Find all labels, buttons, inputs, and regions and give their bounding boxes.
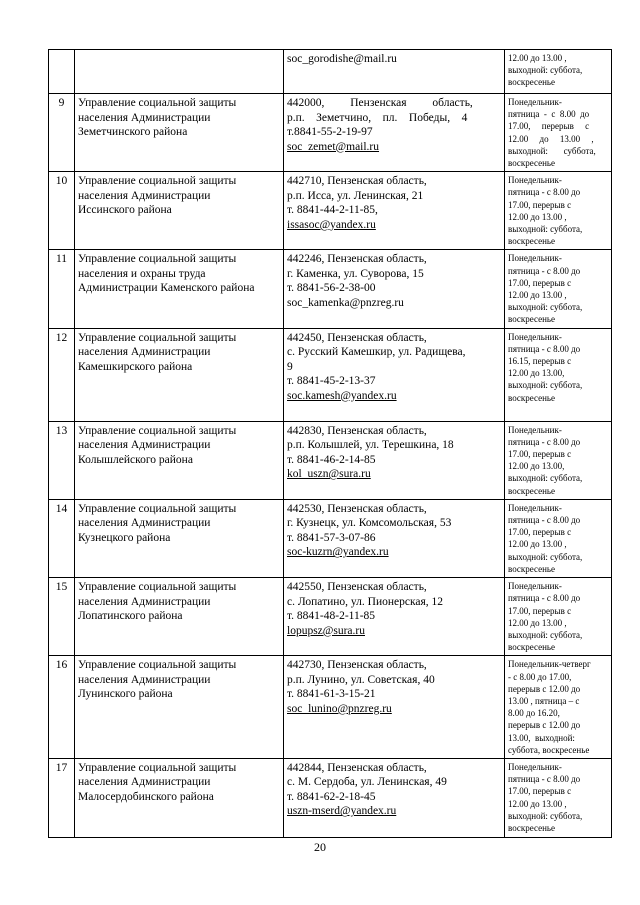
organization-name-line: населения Администрации — [78, 439, 211, 452]
organization-name-line: Колышлейского района — [78, 453, 193, 466]
address-cell — [284, 656, 505, 759]
organization-name-line: населения Администрации — [78, 111, 211, 124]
address-line: с. Лопатино, ул. Пионерская, 12 — [287, 595, 444, 608]
working-hours-line: пятница - с 8.00 до — [508, 187, 581, 198]
working-hours-line: воскресенье — [508, 485, 556, 496]
working-hours-line: 17.00, перерыв с — [508, 199, 572, 210]
working-hours-line: воскресенье — [508, 563, 556, 574]
organization-name-line: Управление социальной защиты — [78, 424, 237, 437]
organization-name-cell — [75, 172, 284, 250]
working-hours-cell — [505, 499, 612, 577]
working-hours-line: Понедельник- — [508, 761, 562, 772]
organization-name-cell — [75, 421, 284, 499]
working-hours-line: - с 8.00 до 17.00, — [508, 671, 572, 682]
working-hours-line: 12.00 до 13.00 , — [508, 798, 567, 809]
address-cell — [284, 421, 505, 499]
address-line: 442000, Пензенская область, — [287, 97, 473, 109]
working-hours-line: воскресенье — [508, 236, 556, 247]
working-hours-line: воскресенье — [508, 822, 556, 833]
working-hours-line: пятница - с 8.00 до — [508, 515, 581, 526]
working-hours-cell — [505, 578, 612, 656]
email-link[interactable]: soc_lunino@pnzreg.ru — [287, 702, 392, 715]
table-body — [49, 50, 612, 838]
organization-name-line: Лунинского района — [78, 688, 173, 701]
working-hours-line: пятница - с 8.00 до — [508, 265, 581, 276]
organization-name-line: населения и охраны труда — [78, 267, 206, 280]
working-hours-line: выходной: суббота, — [508, 473, 583, 484]
organization-name-cell — [75, 50, 284, 94]
organization-name-line: населения Администрации — [78, 517, 211, 530]
working-hours-line: 13.00, выходной: — [508, 732, 575, 743]
address-line: т. 8841-57-3-07-86 — [287, 531, 376, 544]
organization-name-cell — [75, 499, 284, 577]
working-hours-line: выходной: суббота, — [508, 380, 583, 391]
row-number: 15 — [49, 578, 75, 656]
working-hours-line: Понедельник- — [508, 97, 562, 107]
row-number: 12 — [49, 328, 75, 421]
working-hours-line: выходной: суббота, — [508, 629, 583, 640]
working-hours-line: 8.00 до 16.20, — [508, 708, 560, 719]
table-row — [49, 250, 612, 328]
organization-name-line: Управление социальной защиты — [78, 331, 237, 344]
address-cell — [284, 94, 505, 172]
working-hours-cell — [505, 250, 612, 328]
working-hours-line: 12.00 до 13.00 , — [508, 290, 567, 301]
address-line: т. 8841-62-2-18-45 — [287, 790, 376, 803]
working-hours-line: 12.00 до 13.00 , — [508, 617, 567, 628]
email-link[interactable]: soc-kuzrn@yandex.ru — [287, 546, 389, 559]
table-row — [49, 578, 612, 656]
working-hours-line: пятница - с 8.00 до — [508, 343, 581, 354]
address-cell — [284, 758, 505, 837]
table-row — [49, 94, 612, 172]
address-cell — [284, 328, 505, 421]
table-row — [49, 328, 612, 421]
organization-name-cell — [75, 758, 284, 837]
working-hours-line: Понедельник- — [508, 175, 562, 186]
organization-name-line: Камешкирского района — [78, 360, 193, 373]
working-hours-line: воскресенье — [508, 158, 556, 169]
working-hours-line: 17.00, перерыв с — [508, 121, 590, 132]
address-line: т. 8841-48-2-11-85 — [287, 610, 376, 623]
organization-name-line: Управление социальной защиты — [78, 97, 237, 109]
organization-name-line: Управление социальной защиты — [78, 253, 237, 266]
organization-name-line: Управление социальной защиты — [78, 581, 237, 594]
organization-name-line: Земетчинского района — [78, 126, 188, 138]
table-row — [49, 172, 612, 250]
address-line: 442844, Пензенская область, — [287, 761, 427, 774]
address-cell — [284, 578, 505, 656]
address-line: г. Каменка, ул. Суворова, 15 — [287, 267, 424, 280]
organization-name-cell — [75, 250, 284, 328]
address-cell — [284, 499, 505, 577]
working-hours-cell — [505, 94, 612, 172]
working-hours-line: выходной: суббота, — [508, 810, 583, 821]
address-line: 442530, Пензенская область, — [287, 502, 427, 515]
email-link[interactable]: soc.kamesh@yandex.ru — [287, 389, 397, 402]
address-line: т. 8841-44-2-11-85, — [287, 204, 378, 217]
working-hours-line: 12.00 до 13.00 , — [508, 53, 567, 63]
working-hours-cell — [505, 50, 612, 94]
address-line: т. 8841-56-2-38-00 — [287, 282, 376, 295]
address-line: р.п. Лунино, ул. Советская, 40 — [287, 673, 435, 686]
working-hours-line: 12.00 до 13.00 , — [508, 539, 567, 550]
address-line: г. Кузнецк, ул. Комсомольская, 53 — [287, 517, 452, 530]
working-hours-line: Понедельник- — [508, 502, 562, 513]
working-hours-line: пятница - с 8.00 до — [508, 109, 590, 120]
working-hours-line: выходной: суббота, — [508, 65, 583, 76]
address-line: т.8841-55-2-19-97 — [287, 126, 373, 138]
email-link[interactable]: uszn-mserd@yandex.ru — [287, 805, 397, 818]
email-link[interactable]: lopupsz@sura.ru — [287, 624, 365, 637]
table-row — [49, 50, 612, 94]
address-cell — [284, 50, 505, 94]
address-cell — [284, 172, 505, 250]
working-hours-line: 12.00 до 13.00, — [508, 368, 565, 379]
address-line: 442710, Пензенская область, — [287, 175, 427, 188]
address-line: р.п. Колышлей, ул. Терешкина, 18 — [287, 439, 454, 452]
working-hours-line: 16.15, перерыв с — [508, 356, 572, 367]
organization-name-line: Кузнецкого района — [78, 531, 171, 544]
working-hours-line: Понедельник- — [508, 581, 562, 592]
address-line: т. 8841-61-3-15-21 — [287, 688, 376, 701]
organization-name-line: Лопатинского района — [78, 610, 183, 623]
working-hours-line: суббота, воскресенье — [508, 744, 590, 755]
row-number: 14 — [49, 499, 75, 577]
working-hours-cell — [505, 172, 612, 250]
table-row — [49, 499, 612, 577]
organization-name-line: Малосердобинского района — [78, 790, 214, 803]
row-number — [49, 50, 75, 94]
working-hours-cell — [505, 758, 612, 837]
address-line: 442550, Пензенская область, — [287, 581, 427, 594]
working-hours-line: воскресенье — [508, 314, 556, 325]
working-hours-line: Понедельник- — [508, 253, 562, 264]
address-line: с. Русский Камешкир, ул. Радищева, — [287, 346, 466, 359]
organization-name-line: населения Администрации — [78, 673, 211, 686]
organization-name-line: Управление социальной защиты — [78, 761, 237, 774]
email-link[interactable]: soc_gorodishe@mail.ru — [287, 53, 397, 65]
organization-name-line: Администрации Каменского района — [78, 282, 255, 295]
organization-name-cell — [75, 656, 284, 759]
table-row — [49, 421, 612, 499]
email-link[interactable]: issasoc@yandex.ru — [287, 218, 376, 231]
address-line: т. 8841-45-2-13-37 — [287, 375, 376, 388]
address-cell — [284, 250, 505, 328]
working-hours-line: перерыв с 12.00 до — [508, 683, 581, 694]
organization-name-cell — [75, 578, 284, 656]
working-hours-cell — [505, 421, 612, 499]
working-hours-line: выходной: суббота, — [508, 224, 583, 235]
address-line: 9 — [287, 360, 293, 373]
email-link[interactable]: soc_kamenka@pnzreg.ru — [287, 296, 404, 309]
working-hours-line: выходной: суббота, — [508, 145, 596, 156]
working-hours-line: 12.00 до 13.00, — [508, 461, 565, 472]
address-line: 442246, Пензенская область, — [287, 253, 427, 266]
working-hours-line: Понедельник-четверг — [508, 659, 591, 670]
row-number: 10 — [49, 172, 75, 250]
row-number: 11 — [49, 250, 75, 328]
row-number: 17 — [49, 758, 75, 837]
working-hours-line: 12.00 до 13.00 , — [508, 211, 567, 222]
organization-name-line: Иссинского района — [78, 204, 172, 217]
organization-name-line: населения Администрации — [78, 346, 211, 359]
row-number: 13 — [49, 421, 75, 499]
working-hours-line: пятница - с 8.00 до — [508, 774, 581, 785]
organization-name-line: Управление социальной защиты — [78, 502, 237, 515]
organization-name-line: населения Администрации — [78, 776, 211, 789]
working-hours-line: Понедельник- — [508, 331, 562, 342]
address-line: 442450, Пензенская область, — [287, 331, 427, 344]
working-hours-line: 12.00 до 13.00 , — [508, 133, 594, 144]
organization-name-line: Управление социальной защиты — [78, 659, 237, 672]
address-line: р.п. Исса, ул. Ленинская, 21 — [287, 189, 424, 202]
page-number: 20 — [314, 840, 326, 854]
address-line: 442730, Пензенская область, — [287, 659, 427, 672]
working-hours-line: воскресенье — [508, 77, 556, 88]
organization-name-line: Управление социальной защиты — [78, 175, 237, 188]
organization-name-line: населения Администрации — [78, 189, 211, 202]
working-hours-line: 17.00, перерыв с — [508, 605, 572, 616]
working-hours-line: выходной: суббота, — [508, 302, 583, 313]
working-hours-cell — [505, 328, 612, 421]
address-line: с. М. Сердоба, ул. Ленинская, 49 — [287, 776, 447, 789]
working-hours-line: пятница - с 8.00 до — [508, 436, 581, 447]
organization-name-cell — [75, 328, 284, 421]
working-hours-line: Понедельник- — [508, 424, 562, 435]
organization-name-line: населения Администрации — [78, 595, 211, 608]
address-line: т. 8841-46-2-14-85 — [287, 453, 376, 466]
working-hours-line: воскресенье — [508, 642, 556, 653]
row-number: 16 — [49, 656, 75, 759]
working-hours-line: 17.00, перерыв с — [508, 527, 572, 538]
working-hours-line: 17.00, перерыв с — [508, 449, 572, 460]
working-hours-line: воскресенье — [508, 392, 556, 403]
address-line: 442830, Пензенская область, — [287, 424, 427, 437]
working-hours-line: выходной: суббота, — [508, 551, 583, 562]
working-hours-line: перерыв с 12.00 до — [508, 720, 581, 731]
working-hours-line: 17.00, перерыв с — [508, 277, 572, 288]
row-number: 9 — [49, 94, 75, 172]
working-hours-line: пятница - с 8.00 до — [508, 593, 581, 604]
table-row — [49, 656, 612, 759]
table-row — [49, 758, 612, 837]
email-link[interactable]: kol_uszn@sura.ru — [287, 468, 371, 481]
working-hours-cell — [505, 656, 612, 759]
organization-name-cell — [75, 94, 284, 172]
social-protection-directory-table — [48, 49, 612, 838]
address-line: р.п. Земетчино, пл. Победы, 4 — [287, 111, 468, 124]
working-hours-line: 13.00 , пятница – с — [508, 695, 580, 706]
working-hours-line: 17.00, перерыв с — [508, 786, 572, 797]
email-link[interactable]: soc_zemet@mail.ru — [287, 140, 380, 153]
